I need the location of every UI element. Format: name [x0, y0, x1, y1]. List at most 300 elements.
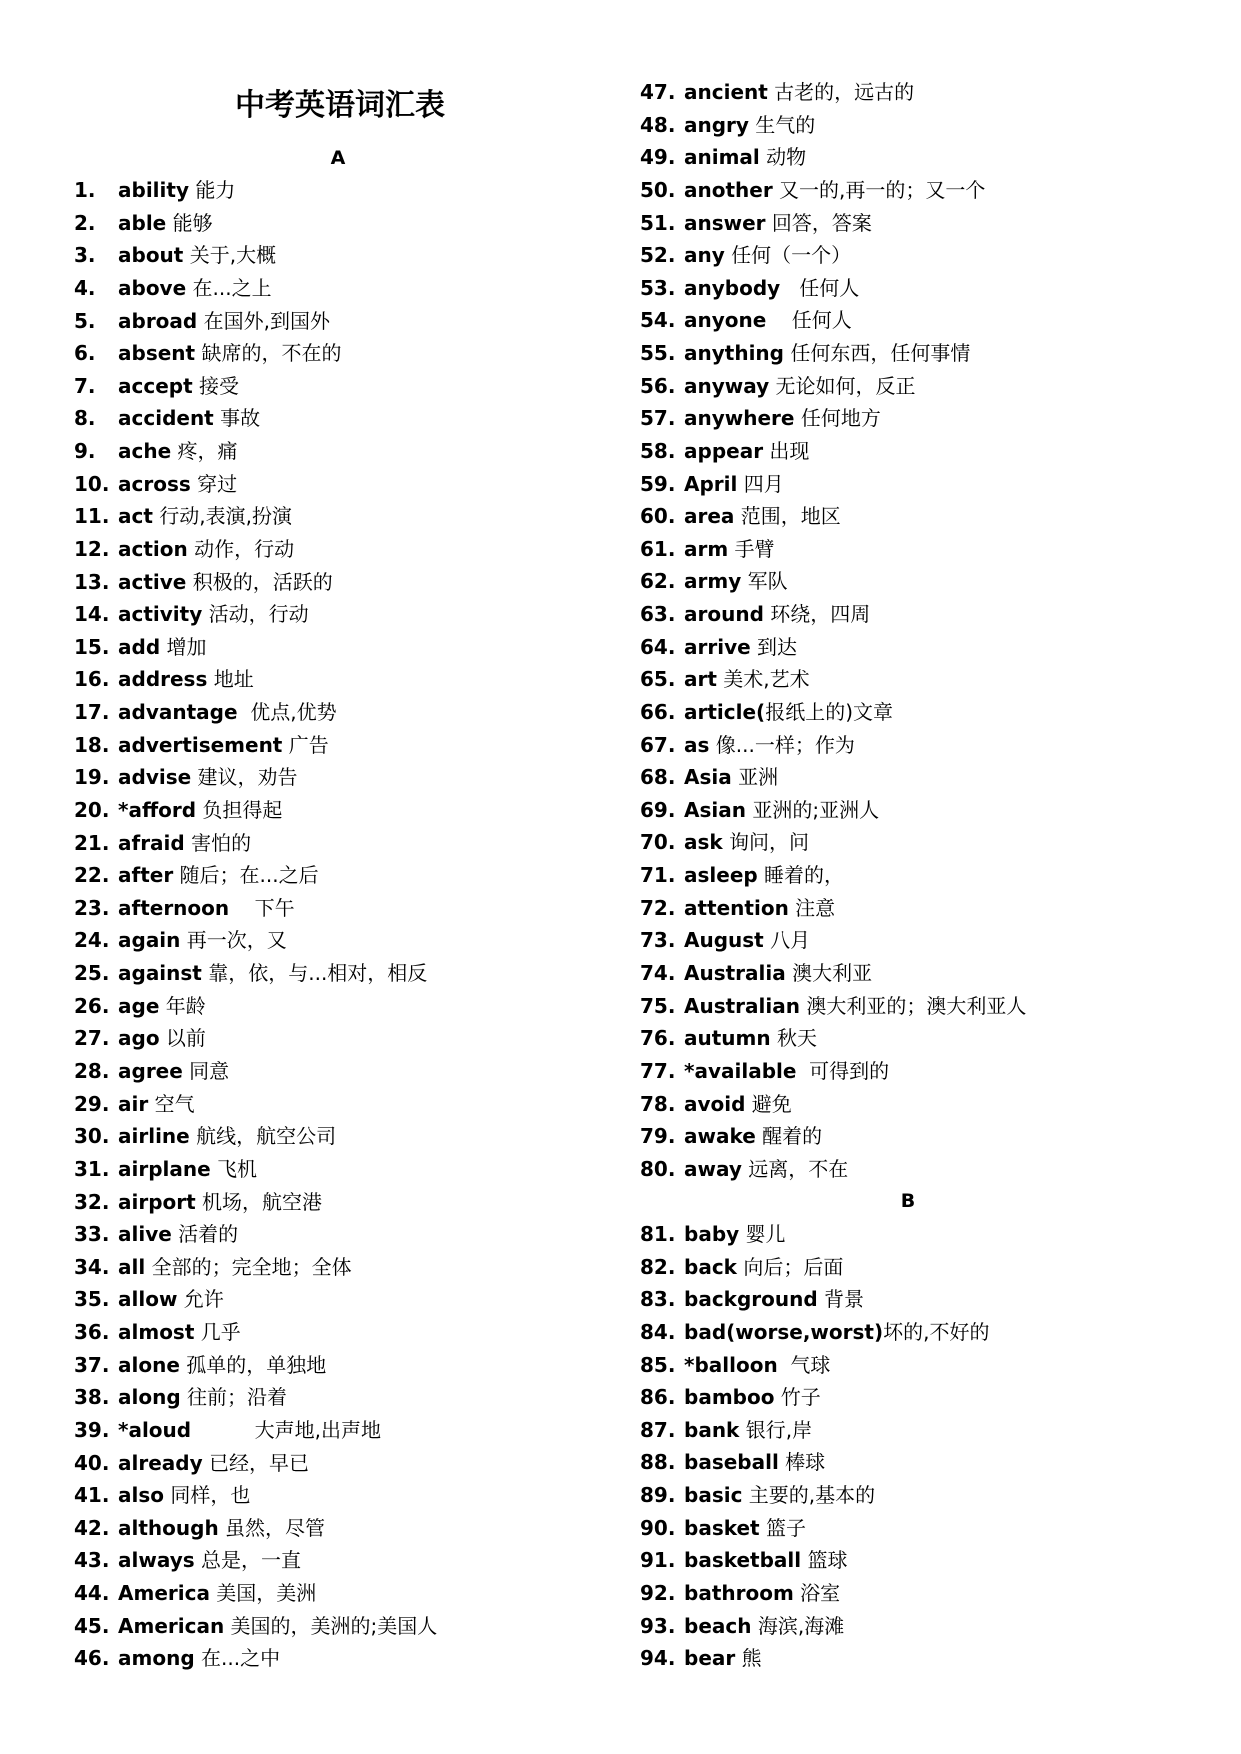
item-entry — [118, 1120, 336, 1153]
chinese-meaning: 建议，劝告 — [191, 765, 298, 790]
item-entry — [118, 990, 206, 1023]
english-word: any — [684, 243, 725, 268]
chinese-meaning: 浴室 — [793, 1580, 841, 1605]
item-entry — [118, 1251, 352, 1284]
item-number: 25. — [74, 961, 110, 986]
item-number: 24. — [74, 928, 110, 953]
chinese-meaning: 同样，也 — [164, 1483, 251, 1508]
item-entry — [118, 1479, 250, 1512]
english-word: *available — [684, 1058, 797, 1083]
english-word: article( — [684, 699, 766, 724]
item-entry — [684, 304, 852, 337]
english-word: another — [684, 177, 773, 202]
english-word: after — [118, 863, 174, 888]
chinese-meaning: 同意 — [182, 1059, 230, 1083]
chinese-meaning: 又一的,再一的；又一个 — [772, 177, 986, 202]
chinese-meaning: 回答，答案 — [765, 210, 872, 235]
chinese-meaning: 全部的；完全地；全体 — [145, 1254, 352, 1279]
chinese-meaning: 下午 — [229, 895, 295, 920]
item-number: 62. — [640, 569, 676, 594]
item-number: 91. — [640, 1548, 676, 1573]
english-word: anyone — [684, 308, 767, 333]
item-number: 11. — [74, 504, 110, 529]
item-entry — [684, 468, 784, 501]
english-word: back — [684, 1254, 737, 1279]
chinese-meaning: 美国的，美洲的;美国人 — [224, 1613, 438, 1638]
item-entry — [118, 1022, 206, 1055]
item-number: 89. — [640, 1483, 676, 1508]
item-entry — [118, 207, 213, 240]
item-entry — [684, 892, 835, 925]
item-entry — [684, 598, 870, 631]
item-number: 22. — [74, 863, 110, 888]
item-entry — [684, 1283, 864, 1316]
item-number: 49. — [640, 145, 676, 170]
item-entry — [684, 239, 851, 272]
english-word: advertisement — [118, 732, 283, 757]
item-number: 19. — [74, 765, 110, 790]
english-word: America — [118, 1581, 210, 1606]
english-word: ancient — [684, 80, 768, 104]
chinese-meaning: 注意 — [788, 895, 836, 920]
item-number: 58. — [640, 438, 676, 463]
item-entry — [118, 272, 272, 305]
item-entry — [684, 1642, 762, 1675]
item-number: 38. — [74, 1385, 110, 1410]
item-number: 20. — [74, 797, 110, 822]
item-number: 5. — [74, 308, 96, 333]
item-entry — [684, 109, 815, 142]
item-number: 87. — [640, 1417, 676, 1442]
item-number: 86. — [640, 1385, 676, 1410]
english-word: Australia — [684, 961, 786, 985]
item-entry — [118, 1544, 301, 1577]
page-title: 中考英语词汇表 — [235, 88, 445, 123]
english-word: appear — [684, 438, 764, 463]
item-entry — [684, 1055, 889, 1088]
chinese-meaning: 事故 — [213, 406, 261, 431]
english-word: as — [684, 732, 710, 757]
chinese-meaning: 古老的，远古的 — [767, 80, 915, 104]
english-word: away — [684, 1156, 742, 1181]
item-entry — [684, 826, 809, 859]
english-word: art — [684, 667, 717, 692]
item-number: 17. — [74, 700, 110, 725]
english-word: ask — [684, 830, 723, 855]
item-number: 94. — [640, 1646, 676, 1671]
item-entry — [118, 1055, 229, 1088]
item-entry — [118, 402, 260, 435]
item-number: 41. — [74, 1483, 110, 1508]
chinese-meaning: 可得到的 — [796, 1058, 890, 1083]
item-entry — [684, 207, 872, 240]
english-word: accept — [118, 373, 193, 398]
item-entry — [118, 174, 235, 207]
english-word: bear — [684, 1646, 736, 1671]
item-number: 78. — [640, 1091, 676, 1116]
english-word: American — [118, 1613, 225, 1638]
item-number: 74. — [640, 961, 676, 985]
english-word: bank — [684, 1417, 740, 1442]
english-word: April — [684, 471, 738, 496]
item-number: 67. — [640, 732, 676, 757]
item-entry — [684, 533, 775, 566]
english-word: agree — [118, 1059, 183, 1083]
item-entry — [684, 1120, 822, 1153]
english-word: abroad — [118, 308, 198, 333]
item-entry — [118, 566, 333, 599]
english-word: anybody — [684, 275, 781, 300]
chinese-meaning: 澳大利亚的；澳大利亚人 — [800, 993, 1027, 1018]
item-number: 29. — [74, 1091, 110, 1116]
item-number: 7. — [74, 373, 96, 398]
item-entry — [118, 239, 276, 272]
item-entry — [118, 1512, 325, 1545]
item-number: 50. — [640, 177, 676, 202]
item-number: 61. — [640, 536, 676, 561]
item-number: 42. — [74, 1515, 110, 1540]
english-word: angry — [684, 112, 749, 137]
item-number: 3. — [74, 243, 96, 268]
english-word: asleep — [684, 863, 758, 888]
item-entry — [118, 435, 238, 468]
item-number: 35. — [74, 1287, 110, 1312]
item-number: 14. — [74, 602, 110, 627]
english-word: baseball — [684, 1450, 779, 1475]
english-word: anywhere — [684, 406, 795, 431]
chinese-meaning: 增加 — [160, 634, 207, 659]
chinese-meaning: 再一次，又 — [180, 928, 287, 953]
english-word: Australian — [684, 993, 800, 1018]
english-word: already — [118, 1450, 203, 1475]
english-word: allow — [118, 1287, 178, 1312]
item-entry — [684, 1218, 786, 1251]
chinese-meaning: 活动，行动 — [202, 602, 309, 627]
english-word: beach — [684, 1613, 752, 1638]
item-entry — [118, 1610, 437, 1643]
english-word: airport — [118, 1189, 196, 1214]
chinese-meaning: 环绕，四周 — [763, 602, 871, 627]
english-word: also — [118, 1483, 164, 1508]
chinese-meaning: 机场，航空港 — [195, 1189, 323, 1214]
english-word: bathroom — [684, 1580, 794, 1605]
chinese-meaning: 篮球 — [801, 1548, 848, 1573]
item-entry — [684, 1349, 830, 1382]
english-word: active — [118, 569, 187, 594]
english-word: airline — [118, 1124, 190, 1149]
item-entry — [684, 272, 859, 305]
chinese-meaning: 无论如何，反正 — [769, 373, 916, 398]
english-word: Asia — [684, 765, 732, 790]
english-word: act — [118, 504, 153, 529]
item-entry — [118, 337, 341, 370]
english-word: air — [118, 1091, 149, 1116]
item-number: 46. — [74, 1646, 110, 1671]
item-entry — [684, 631, 797, 664]
chinese-meaning: 出现 — [763, 438, 810, 463]
item-entry — [118, 533, 294, 566]
item-number: 70. — [640, 830, 676, 855]
chinese-meaning: 往前；沿着 — [180, 1385, 288, 1410]
item-number: 21. — [74, 830, 110, 855]
item-number: 93. — [640, 1613, 676, 1638]
item-entry — [118, 1349, 326, 1382]
chinese-meaning: 行动,表演,扮演 — [152, 504, 292, 529]
item-entry — [684, 729, 855, 762]
item-entry — [684, 565, 788, 598]
english-word: area — [684, 504, 735, 529]
item-entry — [118, 305, 330, 338]
english-word: although — [118, 1515, 219, 1540]
chinese-meaning: 在...之中 — [194, 1646, 281, 1671]
item-number: 13. — [74, 569, 110, 594]
english-word: attention — [684, 895, 789, 920]
english-word: almost — [118, 1320, 195, 1345]
english-word: basic — [684, 1483, 743, 1508]
section-heading-a: A — [330, 147, 346, 169]
chinese-meaning: 主要的,基本的 — [742, 1483, 876, 1508]
item-number: 44. — [74, 1581, 110, 1606]
chinese-meaning: 负担得起 — [196, 797, 283, 822]
item-entry — [118, 1642, 280, 1675]
item-number: 15. — [74, 634, 110, 659]
english-word: ago — [118, 1026, 160, 1051]
chinese-meaning: 婴儿 — [739, 1222, 786, 1247]
english-word: anyway — [684, 373, 770, 398]
item-number: 84. — [640, 1319, 676, 1344]
chinese-meaning: 背景 — [817, 1287, 865, 1312]
chinese-meaning: 优点,优势 — [237, 700, 337, 725]
item-entry — [118, 1088, 195, 1121]
english-word: address — [118, 667, 208, 692]
item-entry — [684, 1512, 806, 1545]
item-entry — [118, 924, 287, 957]
english-word: afraid — [118, 830, 185, 855]
english-word: advise — [118, 765, 192, 790]
item-entry — [118, 729, 329, 762]
item-number: 9. — [74, 439, 96, 464]
item-entry — [684, 500, 841, 533]
chinese-meaning: 关于,大概 — [183, 243, 277, 268]
item-entry — [684, 957, 872, 990]
item-entry — [118, 1153, 257, 1186]
chinese-meaning: 棒球 — [778, 1450, 826, 1475]
english-word: *balloon — [684, 1352, 778, 1377]
item-number: 8. — [74, 406, 96, 431]
item-number: 92. — [640, 1580, 676, 1605]
item-entry — [118, 1186, 322, 1219]
chinese-meaning: 年龄 — [159, 993, 206, 1018]
chinese-meaning: 篮子 — [759, 1515, 806, 1540]
chinese-meaning: 地址 — [207, 667, 254, 692]
item-number: 56. — [640, 373, 676, 398]
item-number: 77. — [640, 1058, 676, 1083]
item-entry — [684, 1446, 825, 1479]
chinese-meaning: 动物 — [759, 145, 807, 170]
item-entry — [118, 631, 207, 664]
english-word: *afford — [118, 797, 197, 822]
chinese-meaning: 动作，行动 — [187, 536, 295, 561]
item-entry — [684, 794, 879, 827]
chinese-meaning: 海滨,海滩 — [751, 1613, 845, 1638]
item-entry — [684, 141, 806, 174]
item-number: 83. — [640, 1287, 676, 1312]
chinese-meaning: 美术,艺术 — [716, 667, 810, 692]
chinese-meaning: 虽然，尽管 — [218, 1515, 326, 1540]
english-word: all — [118, 1254, 146, 1279]
item-entry — [684, 1544, 848, 1577]
english-word: anything — [684, 341, 784, 366]
item-entry — [684, 402, 881, 435]
item-entry — [118, 1414, 381, 1447]
chinese-meaning: 像...一样；作为 — [709, 732, 855, 757]
item-number: 82. — [640, 1254, 676, 1279]
chinese-meaning: 靠，依，与...相对，相反 — [201, 961, 428, 986]
item-entry — [684, 370, 916, 403]
item-number: 54. — [640, 308, 676, 333]
chinese-meaning: 澳大利亚 — [785, 961, 873, 985]
chinese-meaning: 任何（一个） — [724, 243, 852, 268]
item-number: 76. — [640, 1026, 676, 1051]
english-word: across — [118, 471, 191, 496]
english-word: ability — [118, 178, 189, 202]
item-number: 34. — [74, 1254, 110, 1279]
chinese-meaning: 熊 — [735, 1646, 762, 1671]
item-entry — [684, 76, 914, 109]
item-entry — [684, 435, 809, 468]
english-word: about — [118, 243, 184, 268]
item-entry — [118, 500, 292, 533]
item-number: 90. — [640, 1515, 676, 1540]
item-entry — [118, 1316, 241, 1349]
item-entry — [684, 1414, 812, 1447]
chinese-meaning: 任何东西，任何事情 — [783, 341, 971, 366]
item-entry — [684, 174, 985, 207]
english-word: ache — [118, 439, 172, 464]
item-entry — [684, 1153, 848, 1186]
english-word: Asian — [684, 797, 746, 822]
item-number: 16. — [74, 667, 110, 692]
item-number: 43. — [74, 1548, 110, 1573]
item-number: 40. — [74, 1450, 110, 1475]
english-word: absent — [118, 341, 196, 366]
english-word: baby — [684, 1222, 740, 1247]
english-word: autumn — [684, 1026, 771, 1051]
english-word: answer — [684, 210, 766, 235]
english-word: age — [118, 993, 160, 1018]
chinese-meaning: 坏的,不好的 — [883, 1319, 990, 1344]
chinese-meaning: 银行,岸 — [739, 1417, 813, 1442]
english-word: animal — [684, 145, 760, 170]
chinese-meaning: 范围，地区 — [734, 504, 841, 529]
english-word: advantage — [118, 700, 238, 725]
item-entry — [118, 892, 295, 925]
item-entry — [118, 957, 427, 990]
english-word: accident — [118, 406, 214, 431]
chinese-meaning: 活着的 — [171, 1222, 239, 1247]
item-entry — [118, 859, 319, 892]
item-number: 33. — [74, 1222, 110, 1247]
chinese-meaning: 大声地,出声地 — [191, 1417, 382, 1442]
item-entry — [118, 663, 254, 696]
item-number: 72. — [640, 895, 676, 920]
english-word: among — [118, 1646, 195, 1671]
chinese-meaning: 任何人 — [766, 308, 852, 333]
item-number: 28. — [74, 1059, 110, 1083]
chinese-meaning: 美国，美洲 — [209, 1581, 317, 1606]
item-number: 79. — [640, 1124, 676, 1149]
chinese-meaning: 向后；后面 — [736, 1254, 844, 1279]
english-word: always — [118, 1548, 195, 1573]
item-number: 60. — [640, 504, 676, 529]
english-word: above — [118, 275, 187, 300]
item-number: 52. — [640, 243, 676, 268]
chinese-meaning: 睡着的， — [757, 863, 845, 888]
item-entry — [684, 1479, 875, 1512]
chinese-meaning: 生气的 — [748, 112, 816, 137]
item-entry — [684, 1022, 817, 1055]
item-number: 32. — [74, 1189, 110, 1214]
item-entry — [118, 761, 298, 794]
item-entry — [118, 1447, 309, 1480]
item-number: 65. — [640, 667, 676, 692]
item-number: 27. — [74, 1026, 110, 1051]
item-number: 6. — [74, 341, 96, 366]
english-word: awake — [684, 1124, 756, 1149]
chinese-meaning: 醒着的 — [755, 1124, 823, 1149]
item-entry — [684, 1088, 792, 1121]
english-word: *aloud — [118, 1417, 192, 1442]
chinese-meaning: 八月 — [763, 928, 811, 953]
item-number: 57. — [640, 406, 676, 431]
english-word: again — [118, 928, 181, 953]
chinese-meaning: 任何人 — [780, 275, 860, 300]
chinese-meaning: 军队 — [741, 569, 788, 594]
item-number: 39. — [74, 1417, 110, 1442]
item-number: 75. — [640, 993, 676, 1018]
item-number: 2. — [74, 210, 96, 235]
item-entry — [118, 1283, 224, 1316]
item-entry — [118, 696, 337, 729]
english-word: around — [684, 602, 764, 627]
item-number: 80. — [640, 1156, 676, 1181]
chinese-meaning: 航线，航空公司 — [189, 1124, 337, 1149]
chinese-meaning: 在国外,到国外 — [197, 308, 330, 333]
chinese-meaning: 广告 — [282, 732, 329, 757]
item-entry — [684, 761, 778, 794]
english-word: airplane — [118, 1156, 211, 1181]
item-entry — [684, 337, 970, 370]
item-number: 73. — [640, 928, 676, 953]
item-number: 12. — [74, 536, 110, 561]
item-number: 10. — [74, 471, 110, 496]
english-word: afternoon — [118, 895, 230, 920]
chinese-meaning: 缺席的，不在的 — [195, 341, 342, 366]
chinese-meaning: 飞机 — [210, 1156, 258, 1181]
chinese-meaning: 气球 — [777, 1352, 831, 1377]
item-number: 59. — [640, 471, 676, 496]
item-number: 26. — [74, 993, 110, 1018]
item-number: 45. — [74, 1613, 110, 1638]
item-number: 66. — [640, 699, 676, 724]
section-heading-b: B — [900, 1190, 916, 1212]
item-number: 85. — [640, 1352, 676, 1377]
item-number: 63. — [640, 602, 676, 627]
chinese-meaning: 秋天 — [770, 1026, 817, 1051]
item-number: 64. — [640, 634, 676, 659]
item-entry — [684, 1381, 821, 1414]
item-entry — [684, 696, 893, 729]
